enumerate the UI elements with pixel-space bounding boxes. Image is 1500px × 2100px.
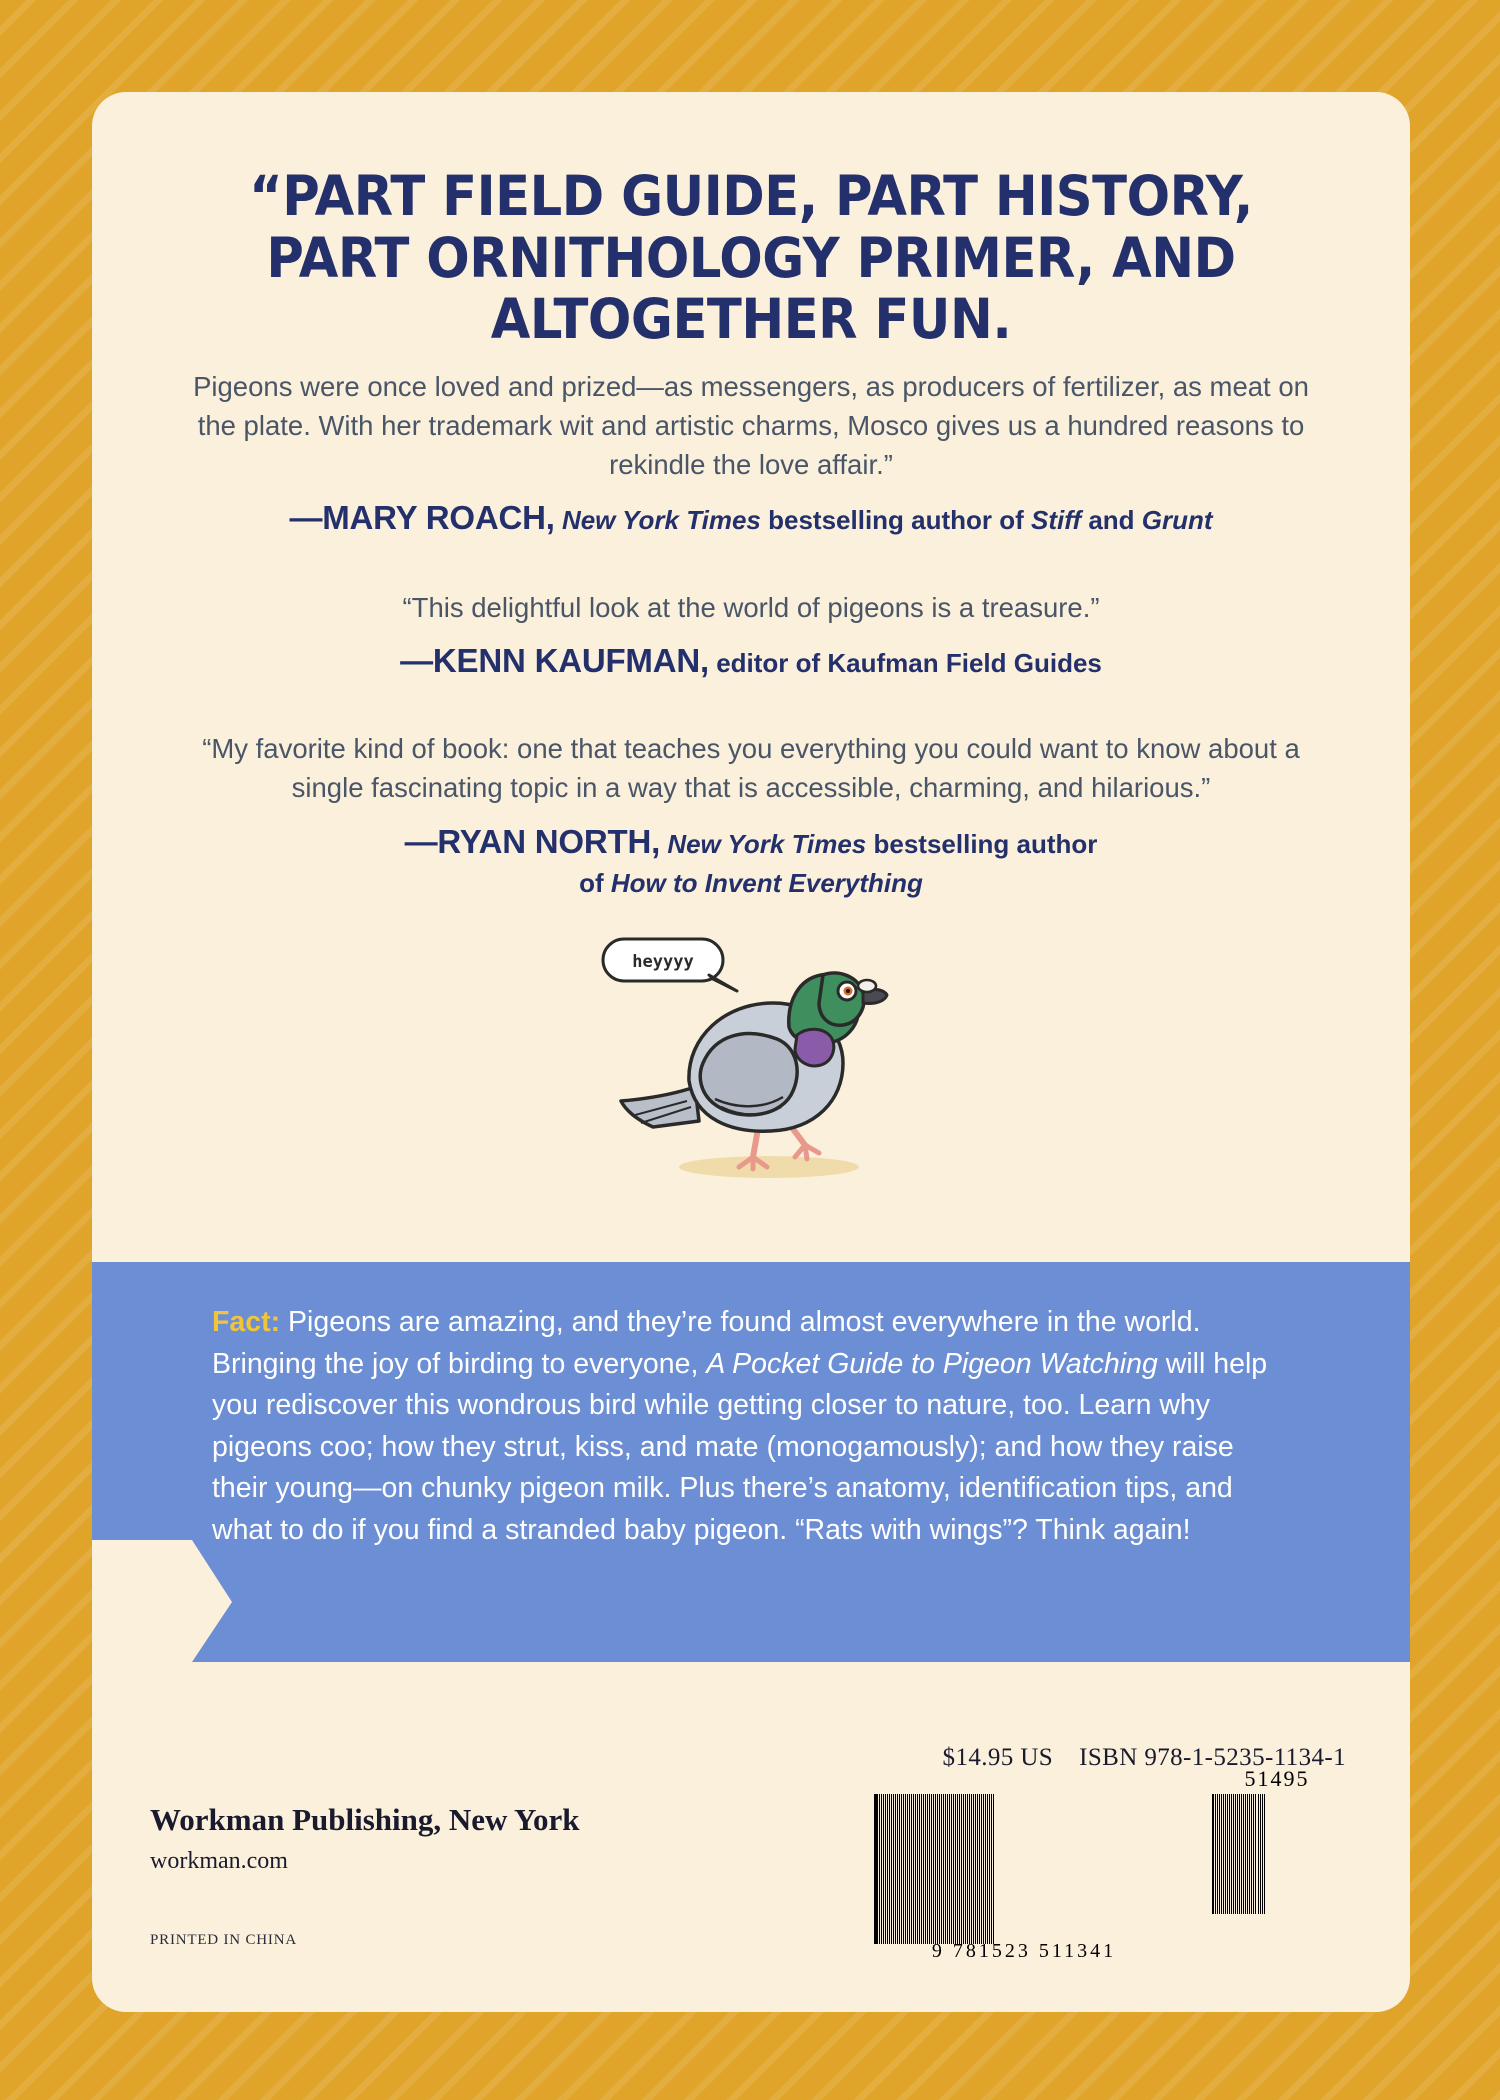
blurb-1-attrib-name: —MARY ROACH, — [289, 498, 555, 536]
isbn-barcode-digits: 9 781523 511341 — [931, 1940, 1117, 1962]
blurb-2-attribution — [150, 639, 1352, 683]
blurb-3-attrib-name: —RYAN NORTH, — [404, 822, 661, 860]
printed-in-label: PRINTED IN CHINA — [150, 1932, 297, 1948]
price-addon-barcode — [1212, 1794, 1342, 1914]
blurb-3-attrib-book: How to Invent Everything — [610, 867, 923, 898]
blurb-1-attrib-book2: Grunt — [1141, 504, 1213, 535]
blurb-2-attrib-role: editor of Kaufman Field Guides — [708, 648, 1102, 679]
blurb-3-attrib-mid: bestselling author — [866, 828, 1098, 859]
blurb-3-attrib-of: of — [579, 867, 611, 898]
pigeon-illustration-area — [150, 931, 1352, 1211]
blurb-1-attrib-pub: New York Times — [554, 504, 761, 535]
blurb-3-text: “My favorite kind of book: one that teaches you everything you could want to know about a single fascinating topic in a way that is accessible, charming, and hilarious.” — [202, 733, 1300, 804]
blurb-2-attrib-name: —KENN KAUFMAN, — [400, 642, 709, 680]
fact-text-part2: will help you rediscover this wondrous bird while getting closer to nature, too. Learn why pigeons coo; how they strut, kiss, and mate (monogamously); and how they raise their young—on chunky pigeon milk. Plus there’s anatomy, identification tips, and what to do if you find a stranded baby pigeon. “Rats with wings”? Think again! — [212, 1347, 1268, 1547]
cover-panel — [92, 92, 1410, 2012]
blurb-1-attrib-and: and — [1081, 504, 1142, 535]
publisher-website[interactable]: workman.com — [150, 1848, 288, 1874]
blurb-3-attribution — [150, 820, 1352, 902]
fact-banner-text — [212, 1302, 1282, 1552]
fact-text-part1: Pigeons are amazing, and they’re found almost everywhere in the world. Bringing the joy of birding to everyone, — [212, 1306, 1201, 1380]
fact-book-title: A Pocket Guide to Pigeon Watching — [706, 1347, 1158, 1380]
blurb-3-attrib-pub: New York Times — [660, 828, 867, 859]
blurb-1-text: Pigeons were once loved and prized—as messengers, as producers of fertilizer, as meat on the plate. With her trademark wit and artistic charms, Mosco gives us a hundred reasons to rekindle the love affair.” — [193, 370, 1309, 480]
blurb-1-attrib-mid: bestselling author of — [760, 504, 1032, 535]
publisher-name: Workman Publishing, New York — [150, 1802, 580, 1837]
svg-text:heyyyy: heyyyy — [632, 952, 694, 973]
price-label: $14.95 US — [942, 1744, 1054, 1771]
blurb-1-attrib-book1: Stiff — [1031, 504, 1082, 535]
pigeon-illustration — [591, 931, 911, 1201]
headline-quote: “PART FIELD GUIDE, PART HISTORY, PART ORNITHOLOGY PRIMER, AND ALTOGETHER FUN. — [249, 164, 1253, 352]
blurb-2-text: “This delightful look at the world of pigeons is a treasure.” — [402, 592, 1100, 624]
isbn-label: ISBN 978-1-5235-1134-1 — [1079, 1744, 1346, 1771]
price-addon-digits: 51495 — [1244, 1766, 1310, 1791]
speech-bubble-shape — [603, 939, 737, 991]
cover-footer — [150, 1682, 1352, 2012]
fact-banner — [92, 1262, 1410, 1662]
fact-label: Fact: — [212, 1306, 281, 1338]
blurb-1-attribution — [150, 496, 1352, 540]
isbn-barcode — [874, 1794, 1174, 1944]
